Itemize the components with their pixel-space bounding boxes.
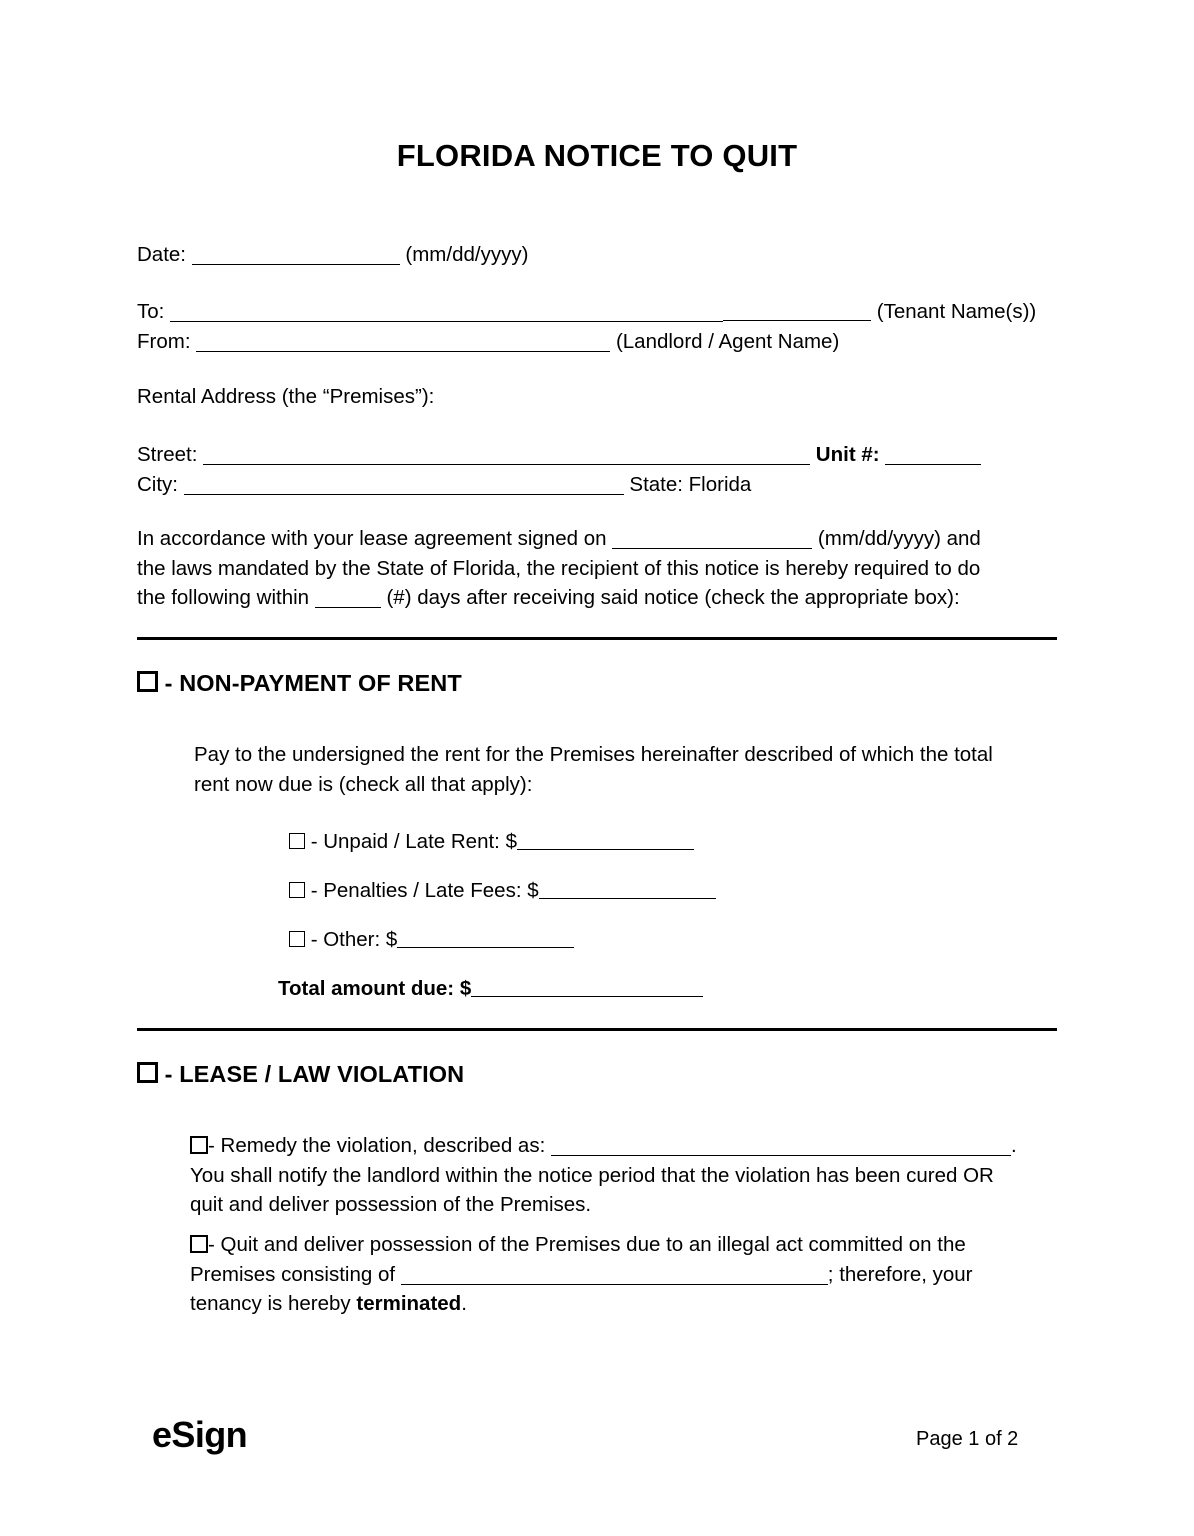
street-input-blank[interactable] bbox=[203, 445, 810, 465]
unpaid-rent-amount-blank[interactable] bbox=[517, 830, 694, 850]
remedy-checkbox[interactable] bbox=[190, 1136, 208, 1154]
street-label: Street: bbox=[137, 443, 198, 466]
quit-option-line-1 bbox=[190, 1230, 1070, 1260]
quit-checkbox[interactable] bbox=[190, 1235, 208, 1253]
total-amount-blank[interactable] bbox=[471, 977, 703, 997]
total-amount-label: Total amount due: $ bbox=[278, 977, 472, 1000]
list-item-other bbox=[289, 925, 574, 954]
date-input-blank[interactable] bbox=[192, 245, 400, 265]
unit-input-blank[interactable] bbox=[885, 445, 981, 465]
nonpayment-heading-row bbox=[137, 670, 462, 697]
intro-line-2: the laws mandated by the State of Florida, the recipient of this notice is hereby required to do bbox=[137, 556, 981, 580]
quit-text-3a: tenancy is hereby bbox=[190, 1292, 351, 1315]
nonpayment-checkbox[interactable] bbox=[137, 671, 158, 692]
remedy-line-2: You shall notify the landlord within the notice period that the violation has been cured OR bbox=[190, 1163, 994, 1187]
remedy-line-3: quit and deliver possession of the Premises. bbox=[190, 1193, 592, 1216]
state-label: State: Florida bbox=[629, 473, 752, 496]
page-indicator: Page 1 of 2 bbox=[916, 1428, 1019, 1450]
violation-heading-label: - LEASE / LAW VIOLATION bbox=[164, 1061, 465, 1087]
violation-heading-row bbox=[137, 1061, 464, 1088]
lease-signed-date-blank[interactable] bbox=[612, 529, 812, 549]
unpaid-rent-label: - Unpaid / Late Rent: $ bbox=[310, 830, 517, 853]
city-label: City: bbox=[137, 473, 178, 496]
violation-checkbox[interactable] bbox=[137, 1062, 158, 1083]
nonpayment-heading-label: - NON-PAYMENT OF RENT bbox=[164, 670, 462, 696]
page-title: FLORIDA NOTICE TO QUIT bbox=[396, 138, 798, 173]
quit-text-2a: Premises consisting of bbox=[190, 1262, 396, 1286]
intro-text-3b: (#) days after receiving said notice (check the appropriate box): bbox=[386, 586, 960, 609]
remedy-description-blank[interactable] bbox=[551, 1136, 1011, 1156]
intro-paragraph bbox=[137, 524, 1057, 613]
quit-text-2b: ; therefore, your bbox=[827, 1262, 973, 1286]
penalties-amount-blank[interactable] bbox=[539, 879, 716, 899]
intro-line-1 bbox=[137, 524, 1057, 554]
date-format-hint: (mm/dd/yyyy) bbox=[405, 243, 529, 266]
unpaid-rent-checkbox[interactable] bbox=[289, 833, 305, 849]
quit-option-block bbox=[190, 1230, 1070, 1319]
quit-option-line-3 bbox=[190, 1289, 1070, 1319]
nonpayment-body bbox=[194, 740, 1094, 799]
quit-label: - Quit and deliver possession of the Premises due to an illegal act committed on the bbox=[208, 1233, 966, 1256]
intro-text-3a: the following within bbox=[137, 586, 310, 609]
quit-option-line-2 bbox=[190, 1260, 1070, 1290]
date-row bbox=[137, 240, 528, 269]
section-divider-1 bbox=[137, 637, 1057, 640]
remedy-trailing-period: . bbox=[1010, 1134, 1017, 1157]
remedy-option-block bbox=[190, 1131, 1070, 1220]
other-label: - Other: $ bbox=[310, 928, 398, 951]
date-label: Date: bbox=[137, 243, 186, 266]
to-input-blank[interactable] bbox=[170, 302, 723, 322]
quit-text-3b: . bbox=[461, 1292, 467, 1315]
intro-text-1: In accordance with your lease agreement signed on bbox=[137, 527, 607, 550]
list-item-unpaid-rent bbox=[289, 827, 694, 856]
notice-days-blank[interactable] bbox=[315, 588, 381, 608]
penalties-label: - Penalties / Late Fees: $ bbox=[310, 879, 539, 902]
city-row bbox=[137, 470, 751, 499]
intro-line-3 bbox=[137, 583, 1057, 613]
from-hint: (Landlord / Agent Name) bbox=[615, 330, 840, 353]
intro-text-2: (mm/dd/yyyy) and bbox=[817, 527, 981, 550]
other-amount-blank[interactable] bbox=[397, 928, 574, 948]
list-item-penalties bbox=[289, 876, 716, 905]
unit-label: Unit #: bbox=[815, 443, 880, 466]
rental-address-heading: Rental Address (the “Premises”): bbox=[137, 385, 435, 408]
penalties-checkbox[interactable] bbox=[289, 882, 305, 898]
to-label: To: bbox=[137, 300, 165, 323]
from-label: From: bbox=[137, 330, 191, 353]
from-row bbox=[137, 327, 839, 356]
other-checkbox[interactable] bbox=[289, 931, 305, 947]
nonpayment-body-line-2: rent now due is (check all that apply): bbox=[194, 772, 533, 796]
remedy-label: - Remedy the violation, described as: bbox=[208, 1134, 546, 1157]
section-divider-2 bbox=[137, 1028, 1057, 1031]
esign-logo: eSign bbox=[152, 1414, 248, 1455]
to-hint: (Tenant Name(s)) bbox=[876, 300, 1037, 323]
street-row bbox=[137, 440, 981, 469]
to-input-blank-extra[interactable] bbox=[723, 301, 871, 321]
illegal-act-blank[interactable] bbox=[401, 1265, 828, 1285]
remedy-option-line-1 bbox=[190, 1131, 1070, 1161]
terminated-emphasis: terminated bbox=[356, 1292, 462, 1315]
city-input-blank[interactable] bbox=[184, 475, 624, 495]
nonpayment-body-line-1: Pay to the undersigned the rent for the Premises hereinafter described of which the total bbox=[194, 743, 993, 766]
total-amount-row bbox=[278, 974, 703, 1003]
from-input-blank[interactable] bbox=[196, 332, 610, 352]
to-row bbox=[137, 297, 1036, 326]
